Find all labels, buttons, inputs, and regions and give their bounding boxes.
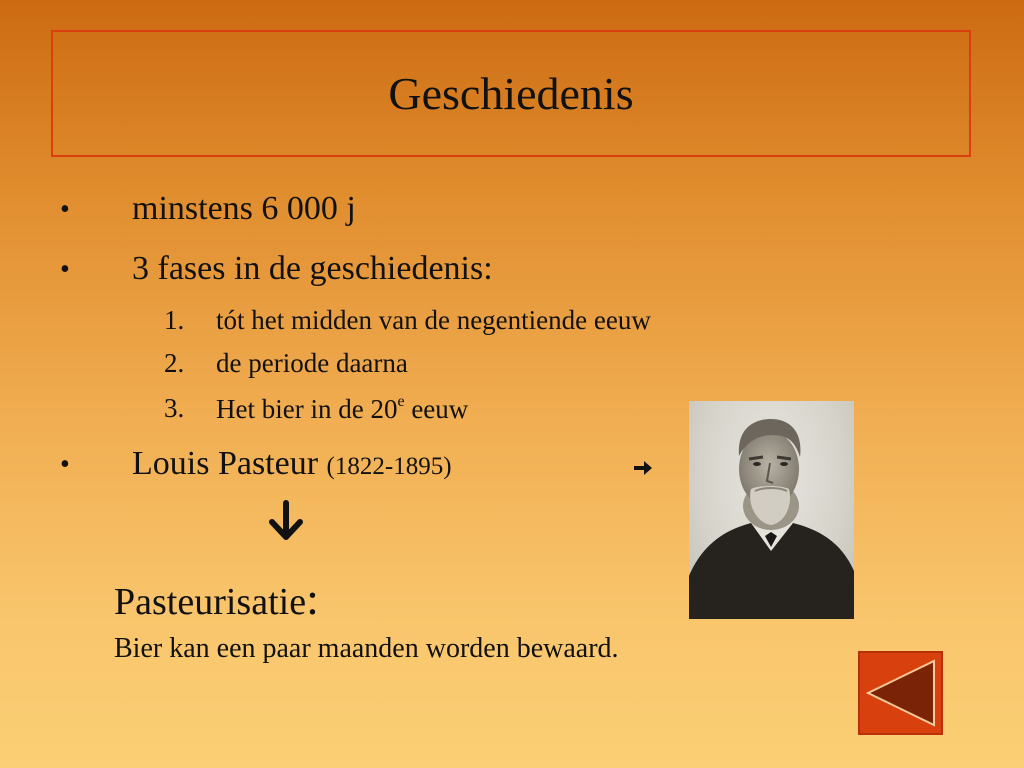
pasteur-name: Louis Pasteur: [132, 445, 319, 482]
pasteurisatie-label: Pasteurisatie: [114, 581, 307, 623]
portrait-illustration: [689, 401, 854, 619]
phase-text: de periode daarna: [216, 348, 408, 378]
pasteurisatie-description: Bier kan een paar maanden worden bewaard.: [114, 633, 619, 664]
phase-text-sup: e: [397, 393, 405, 410]
bullet-text: 3 fases in de geschiedenis:: [132, 250, 493, 287]
bullet-marker: •: [60, 449, 70, 480]
pasteurisatie-colon: :: [306, 573, 319, 624]
phase-number: 1.: [164, 305, 185, 335]
back-button[interactable]: [858, 651, 943, 735]
pasteur-text: [132, 445, 452, 483]
arrow-right-icon: [632, 458, 654, 478]
phase-number: 3.: [164, 393, 185, 423]
bullet-marker: •: [60, 194, 70, 225]
arrow-down-icon: [268, 500, 304, 542]
phase-text-before: Het bier in de 20: [216, 394, 398, 424]
bullet-text: minstens 6 000 j: [132, 190, 356, 227]
phase-text: tót het midden van de negentiende eeuw: [216, 305, 651, 335]
slide-title: Geschiedenis: [388, 68, 634, 119]
triangle-left-icon: [860, 653, 941, 733]
pasteur-dates: (1822-1895): [326, 453, 452, 480]
portrait-image: [689, 401, 854, 619]
title-box: [51, 30, 971, 157]
phase-text-after: eeuw: [404, 394, 469, 424]
phase-text: [216, 393, 468, 425]
phase-number: 2.: [164, 348, 185, 378]
pasteurisatie-heading: [114, 572, 319, 625]
bullet-marker: •: [60, 254, 70, 285]
